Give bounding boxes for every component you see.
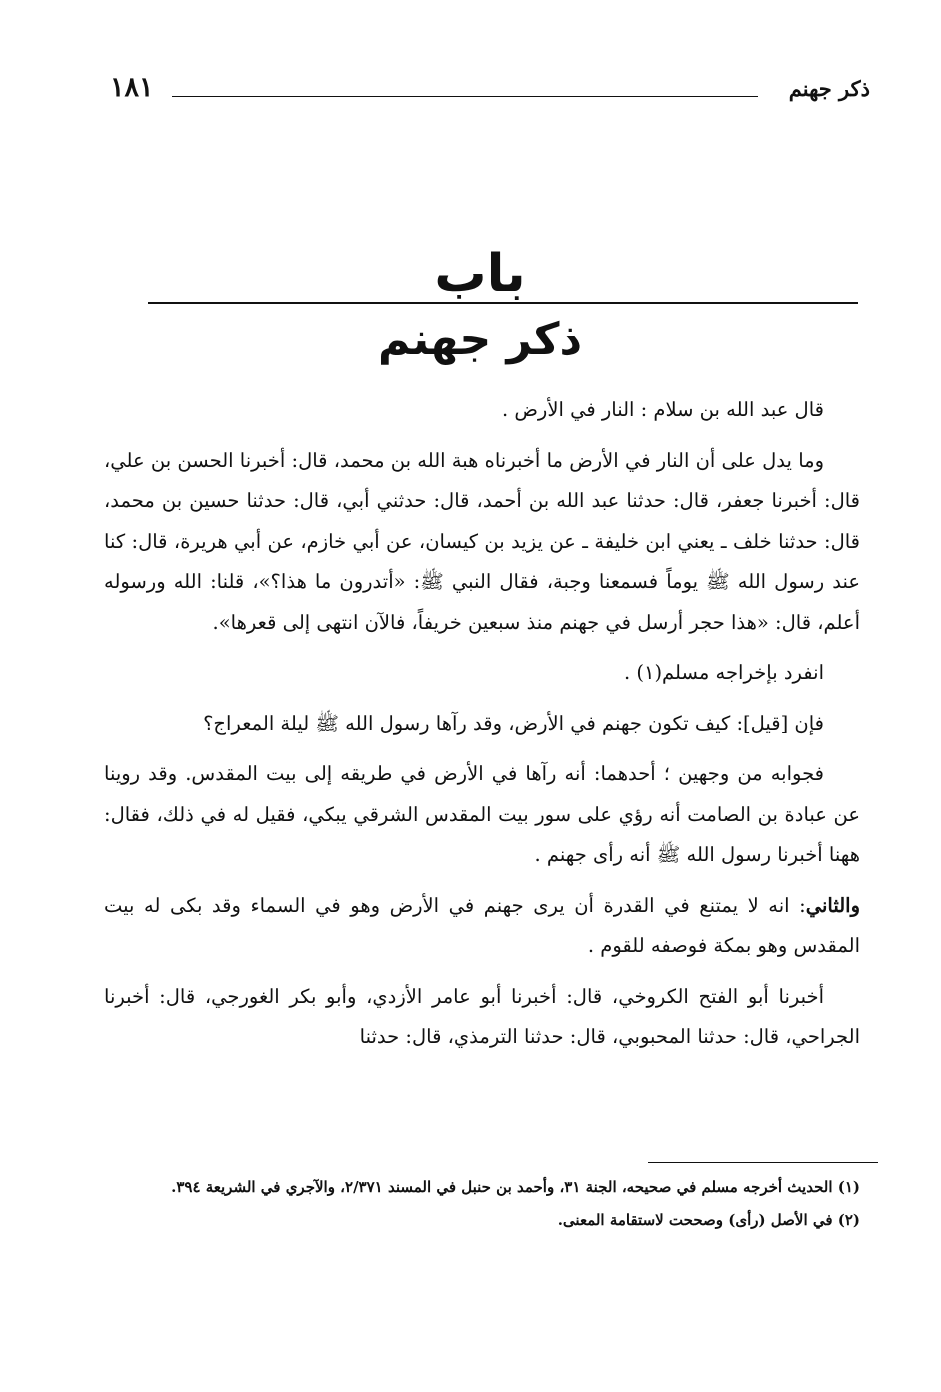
footnotes [104,1174,860,1240]
chapter-title: ذكر جهنم [377,314,583,365]
page-header [110,74,870,114]
paragraph: انفرد بإخراجه مسلم(١) . [623,661,824,684]
title-rule [148,302,858,304]
paragraph: وما يدل على أن النار في الأرض ما أخبرناه هبة الله بن محمد، قال: أخبرنا الحسن بن علي، قال: أخبرنا جعفر، قال: حدثنا عبد الله بن أحمد، قال: حدثني أبي، قال: حدثنا حسين بن محمد، قال: حدثنا خلف ـ يعني ابن خليفة ـ عن يزيد بن كيسان، عن أبي خازم، عن أبي هريرة، قال: كنا عند رسول الله ﷺ يوماً فسمعنا وجبة، فقال النبي ﷺ: «أتدرون ما هذا؟»، قلنا: الله ورسوله أعلم، قال: «هذا حجر أرسل في جهنم منذ سبعين خريفاً، فالآن انتهى إلى قعرها». [104,448,860,634]
paragraph: أخبرنا أبو الفتح الكروخي، قال: أخبرنا أبو عامر الأزدي، وأبو بكر الغورجي، قال: أخبرنا الجراحي، قال: حدثنا المحبوبي، قال: حدثنا الترمذي، قال: حدثنا [104,984,860,1048]
footnote-rule [648,1162,878,1163]
paragraph-body: : انه لا يمتنع في القدرة أن يرى جهنم في الأرض وهو في السماء وقد بكى له بيت المقدس وهو بمكة فوصفه للقوم . [104,893,860,957]
footnote: (١) الحديث أخرجه مسلم في صحيحه، الجنة ٣١، وأحمد بن حنبل في المسند ٢/٣٧١، والآجري في الشريعة ٣٩٤. [171,1178,860,1196]
page-number: ١٨١ [110,72,154,103]
paragraph: فجوابه من وجهين ؛ أحدهما: أنه رآها في الأرض في طريقه إلى بيت المقدس. وقد روينا عن عبادة بن الصامت أنه رؤي على سور بيت المقدس الشرقي يبكي، فقيل له في ذلك، فقال: ههنا أخبرنا رسول الله ﷺ أنه رأى جهنم . [104,762,860,866]
paragraph: فإن [قيل]: كيف تكون جهنم في الأرض، وقد رآها رسول الله ﷺ ليلة المعراج؟ [203,711,824,735]
footnote: (٢) في الأصل (رأى) وصححت لاستقامة المعنى. [557,1211,860,1229]
body-text [104,390,860,1068]
header-rule [172,96,758,97]
paragraph-lead: والثاني [805,893,860,917]
chapter-label: باب [434,244,526,304]
paragraph: قال عبد الله بن سلام : النار في الأرض . [501,398,824,421]
paragraph [104,886,860,967]
running-title: ذكر جهنم [788,76,870,101]
